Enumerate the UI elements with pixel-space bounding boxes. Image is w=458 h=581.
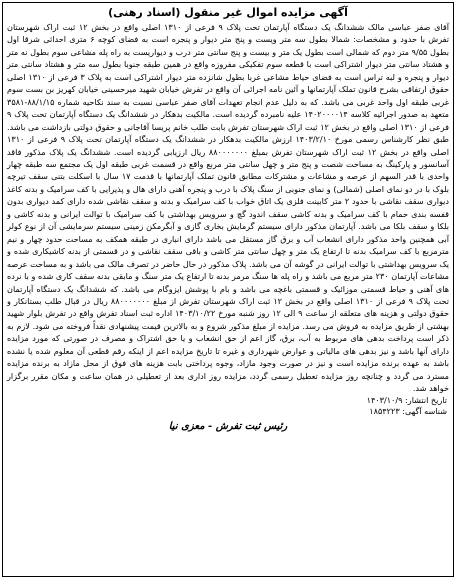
notice-body: آقای صفر عباسی مالک ششدانگ یک دستگاه آپارتمان تحت پلاک ۹ فرعی از ۱۳۱۰ اصلی واقع در بخش ۱۲ ثبت اراک شهرستان تفرش با حدود و مشخصات: شمالا بطول سه متر ویست و پنج متر دیوار و پنجره است به فضای کوچه ۶ متری احداثی شرقا اول بطول ۹/۵۵ متر دوم که شمالی است بطول یک متر و بیست و پنج سانتی متر درب و دیواریست به راه پله مشاعی سوم بطول نه متر و هشتاد سانتی متر دیوار اشتراکی است با قطعه سوم تفکیکی مفروزه واقع در همین طبقه جنوبا بطول سه متر و هشتاد سانتی متر دیوار و پنجره و لبه تراس است به فضای حیاط مشاعی غربا بطول شانزده متر دیوار اشتراکی است به پلاک ۳ فرعی از ۱۳۱۰ اصلی حقوق ارتفاقی بشرح قانون تملک آپارتمانها و آئین نامه اجرائی آن واقع در تفرش خیابان شهید میرحسینی خیابان کهریز بن بست سوم غربی طبقه اول واحد غربی می باشد. که به دلیل عدم انجام تعهدات آقای صفر عباسی نسبت به سند نکاحیه شماره ۸۸/۱/۱۵-۳۵۸۱ متعهد به صدور اجرائیه کلاسه ۱۴۰۲۰۰۰۰۱۴ علیه نامبرده گردیده است. مالکیت بدهکار در ششدانگ یک دستگاه آپارتمان تحت پلاک ۹ فرعی از ۱۳۱۰ اصلی واقع در بخش ۱۲ ثبت اراک شهرستان تفرش بابت طلب خانم پریسا آقاجانی و حقوق دولتی بازداشت می باشد. طبق نظر کارشناس رسمی مورخ ۱۴۰۳/۲/۱۰ ارزش مالکیت بدهکار در ششدانگ یک دستگاه آپارتمان تحت پلاک ۹ فرعی از ۱۳۱۰ اصلی واقع در بخش ۱۲ ثبت اراک شهرستان تفرش بمبلغ ۸۸۰۰۰۰۰۰۰ ریال ارزیابی گردیده است. ششدانگ یک پلاک مذکور فاقد آسانسور و پارکینگ به مساحت شصت و پنج متر و چهل سانتی متر مربع واقع در قسمت غربی طبقه اول یک مجتمع سه طبقه چهار واحدی با قدر السهم از عرصه و مشاعات و مشترکات مطابق قانون تملک آپارتمانها با قدمت ۱۷ سال با اسکلت بتنی سقف تیرچه بلوک با در دو نمای اصلی (شمالی) و نمای جنوبی از سنگ پلاک با درب و پنجره آهنی دارای هال و پذیرایی با کف سرامیک و بدنه کاغذ دیواری سقف نقاشی با حدود ۲ متر کابینت فلزی یک اتاق خواب با کف سرامیک و بدنه و سقف نقاشی شده دارای کمد دیواری بدون قفسه بندی حمام با کف سرامیک و بدنه کاشی سقف اندود گچ و سرویس بهداشتی با کف سرامیک با توالت ایرانی و بدنه کاشی و بلکا و سقف بلکا می باشد. آپارتمان مذکور دارای سیستم گرمایش بخاری گازی و آبگرمکن زمینی سیستم سرمایشی آن از نوع کولر آبی همچنین واحد مذکور دارای انشعاب آب و برق گاز مستقل می باشد دارای انباری در طبقه همکف به مساحت حدود چهار و نیم مترمربع با کف سرامیک بدنه تا ارتفاع یک متر و چهل سانتی متر کاشی و باقی سقف نقاشی و در قسمتی از بدنه کاشیکاری شده و یک سرویس بهداشتی با توالت ایرانی در گوشه آن می باشد. پلاک مذکور در حال حاضر در تصرف مالک می باشد و به مساحت عرصه مشاعات آپارتمان ۲۳۰ متر مربع می باشد و راه پله ها سنگ مرمر بدنه تا ارتفاع یک متر سنگ و مابقی بدنه سقف کاری شده و با نرده های آهنی و حیاط قسمتی موزائیک و قسمتی باغچه می باشد و بام با پوشش ایزوگام می باشد. که ششدانگ یک دستگاه آپارتمان تحت پلاک ۹ فرعی از ۱۳۱۰ اصلی واقع در بخش ۱۲ ثبت اراک شهرستان تفرش از مبلغ ۸۸۰۰۰۰۰۰۰ ریال در قبال طلب بستانکار و حقوق دولتی و هزینه های متعلقه از ساعت ۹ الی ۱۲ روز شنبه مورخ ۱۴۰۳/۱۰/۲۲ اداره ثبت اسناد تفرش واقع در تفرش بلوار شهید بهشتی از طریق مزایده به فروش می رسد. مزایده از مبلغ مذکور شروع و به بالاترین قیمت پیشنهادی نقداً فروخته می شود. لازم به ذکر است پرداخت بدهی های مربوط به آب، برق، گاز اعم از حق انشعاب و یا حق اشتراک و مصرف در صورتی که مورد مزایده دارای آنها باشد و نیز بدهی های مالیاتی و عوارض شهرداری و غیره تا تاریخ مزایده اعم از اینکه رقم قطعی آن معلوم شده یا نشده باشد به عهده برنده مزایده است و نیز در صورت وجود مازاد، وجوه پرداختی بابت هزینه های فوق از محل مازاد به برنده مزایده مسترد می گردد و چنانچه روز مزایده تعطیل رسمی گردد، مزایده روز اداری بعد از تعطیلی در همان ساعت و مکان مقرر برگزار خواهد شد. [7, 22, 450, 394]
signature: رئیس ثبت تفرش - معزی نیا [168, 420, 288, 432]
notice-title: آگهی مزایده اموال غیر منقول (اسناد رهنی) [108, 6, 348, 19]
publish-date: تاریخ انتشار: ۱۴۰۳/۱۰/۹ [366, 394, 447, 405]
notice-id: شناسه آگهی: ۱۸۵۴۲۲۳ [369, 405, 447, 416]
auction-notice [2, 2, 454, 577]
